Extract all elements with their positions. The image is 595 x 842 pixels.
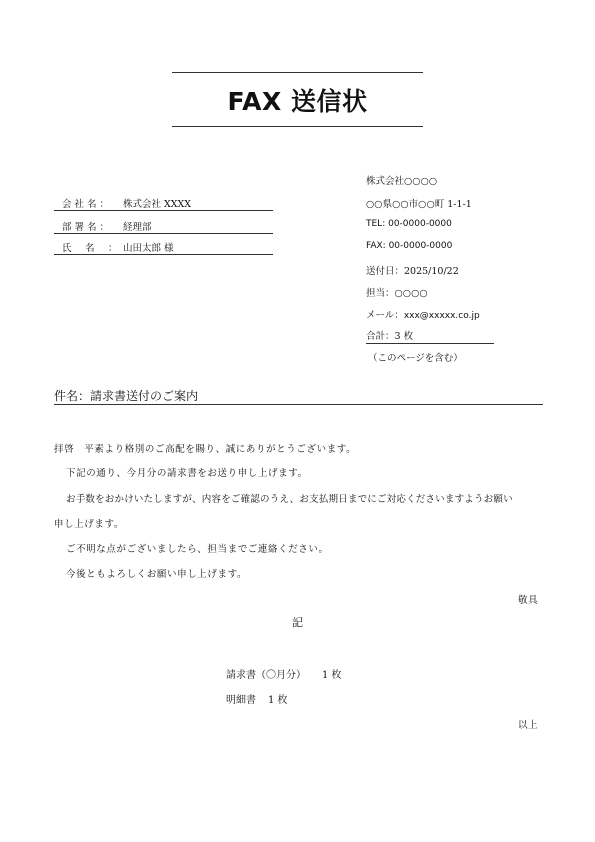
sender-email-value: xxx@xxxxx.co.jp — [403, 311, 480, 321]
body-line-4: 申し上げます。 — [54, 519, 124, 530]
recipient-name-value: 山田太郎 様 — [123, 243, 174, 254]
ki-heading: 記 — [292, 616, 303, 629]
body-line-6: 今後ともよろしくお願い申し上げます。 — [66, 569, 248, 580]
enclosure-item-count: 1 枚 — [268, 695, 288, 706]
recipient-department-row — [54, 215, 273, 234]
sender-total: 合計：3 枚 — [366, 331, 414, 342]
recipient-department-label: 部署名： — [62, 222, 113, 233]
document-title: FAX 送信状 — [227, 87, 368, 116]
subject-rule — [54, 404, 543, 405]
closing-ijou: 以上 — [518, 720, 539, 731]
recipient-company-value: 株式会社 XXXX — [123, 199, 192, 210]
sender-address: ○○県○○市○○町 1-1-1 — [366, 199, 472, 210]
enclosure-item-statement — [226, 691, 288, 706]
enclosure-item-name: 請求書（〇月分） — [226, 670, 306, 681]
subject-line: 件名：請求書送付のご案内 — [54, 389, 199, 403]
recipient-department-value: 経理部 — [123, 222, 152, 233]
sender-company: 株式会社○○○○ — [366, 176, 438, 187]
body-line-1: 拝啓 平素より格別のご高配を賜り、誠にありがとうございます。 — [54, 444, 357, 455]
body-line-3: お手数をおかけいたしますが、内容をご確認のうえ、お支払期日までにご対応くださいますようお願い — [66, 494, 513, 505]
sender-tel: TEL: 00-0000-0000 — [366, 219, 452, 229]
title-bottom-rule — [172, 126, 423, 127]
sender-person: 担当：○○○○ — [366, 288, 428, 299]
sender-fax: FAX: 00-0000-0000 — [366, 241, 453, 251]
sender-email-label: メール： — [366, 310, 404, 321]
sender-note: （このページを含む） — [368, 353, 463, 364]
enclosure-item-invoice — [226, 666, 342, 681]
recipient-company-label: 会社名： — [62, 199, 113, 210]
sender-total-rule — [366, 343, 494, 344]
closing-keigu: 敬具 — [518, 595, 539, 606]
sender-email — [366, 307, 480, 321]
recipient-name-label: 氏 名 ： — [62, 243, 120, 254]
body-line-5: ご不明な点がございましたら、担当までご連絡ください。 — [66, 544, 329, 555]
enclosure-item-count: 1 枚 — [322, 670, 342, 681]
sender-date: 送付日：2025/10/22 — [366, 266, 459, 277]
recipient-name-row — [54, 236, 273, 255]
recipient-company-row — [54, 192, 273, 211]
body-line-2: 下記の通り、今月分の請求書をお送り申し上げます。 — [66, 468, 308, 479]
enclosure-item-name: 明細書 — [226, 695, 256, 706]
title-top-rule — [172, 72, 423, 73]
